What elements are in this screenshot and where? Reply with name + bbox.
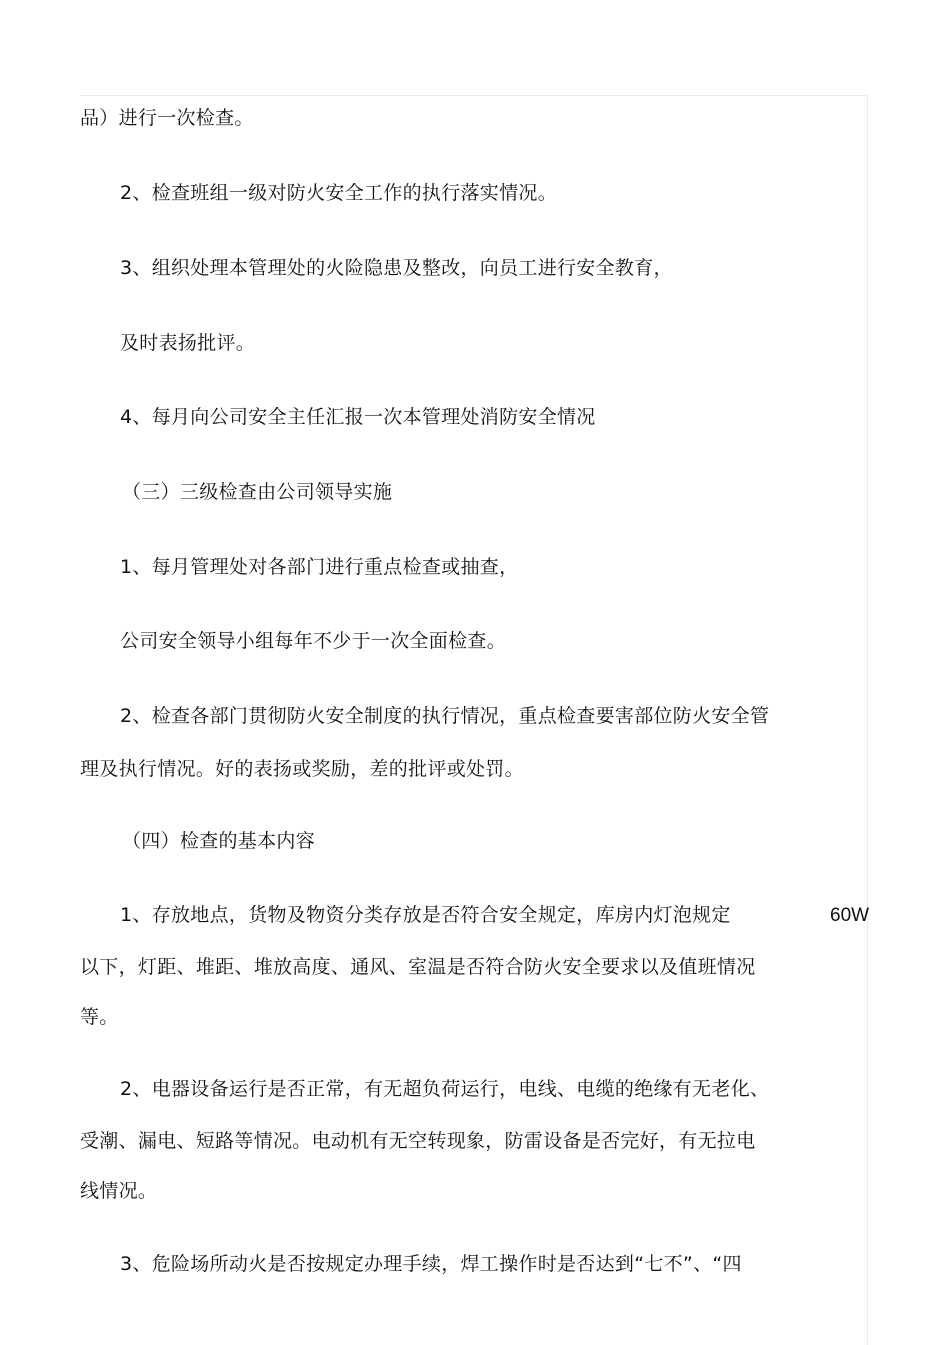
text-line: 2、检查各部门贯彻防火安全制度的执行情况，重点检查要害部位防火安全管 — [120, 705, 770, 727]
text-line: 4、每月向公司安全主任汇报一次本管理处消防安全情况 — [120, 406, 596, 428]
text-line: 线情况。 — [80, 1180, 158, 1202]
text-line: 2、电器设备运行是否正常，有无超负荷运行，电线、电缆的绝缘有无老化、 — [120, 1078, 770, 1100]
text-line: 品）进行一次检查。 — [80, 107, 254, 129]
text-line: 理及执行情况。好的表扬或奖励，差的批评或处罚。 — [80, 758, 524, 780]
text-line: 1、存放地点，货物及物资分类存放是否符合安全规定，库房内灯泡规定 — [120, 904, 731, 926]
text-line: 及时表扬批评。 — [120, 332, 256, 354]
section-heading: （三）三级检查由公司领导实施 — [122, 481, 393, 503]
wattage-value: 60W — [830, 905, 870, 926]
text-line: 3、危险场所动火是否按规定办理手续，焊工操作时是否达到“七不”、“四 — [120, 1253, 742, 1275]
text-line: 公司安全领导小组每年不少于一次全面检查。 — [120, 630, 507, 652]
section-heading: （四）检查的基本内容 — [122, 830, 316, 852]
text-line: 受潮、漏电、短路等情况。电动机有无空转现象，防雷设备是否完好，有无拉电 — [80, 1130, 756, 1152]
text-line: 1、每月管理处对各部门进行重点检查或抽查， — [120, 556, 519, 578]
text-line: 等。 — [80, 1006, 119, 1028]
text-line: 2、检查班组一级对防火安全工作的执行落实情况。 — [120, 182, 557, 204]
text-line: 以下，灯距、堆距、堆放高度、通风、室温是否符合防火安全要求以及值班情况 — [80, 956, 756, 978]
text-line: 3、组织处理本管理处的火险隐患及整改，向员工进行安全教育， — [120, 257, 673, 279]
